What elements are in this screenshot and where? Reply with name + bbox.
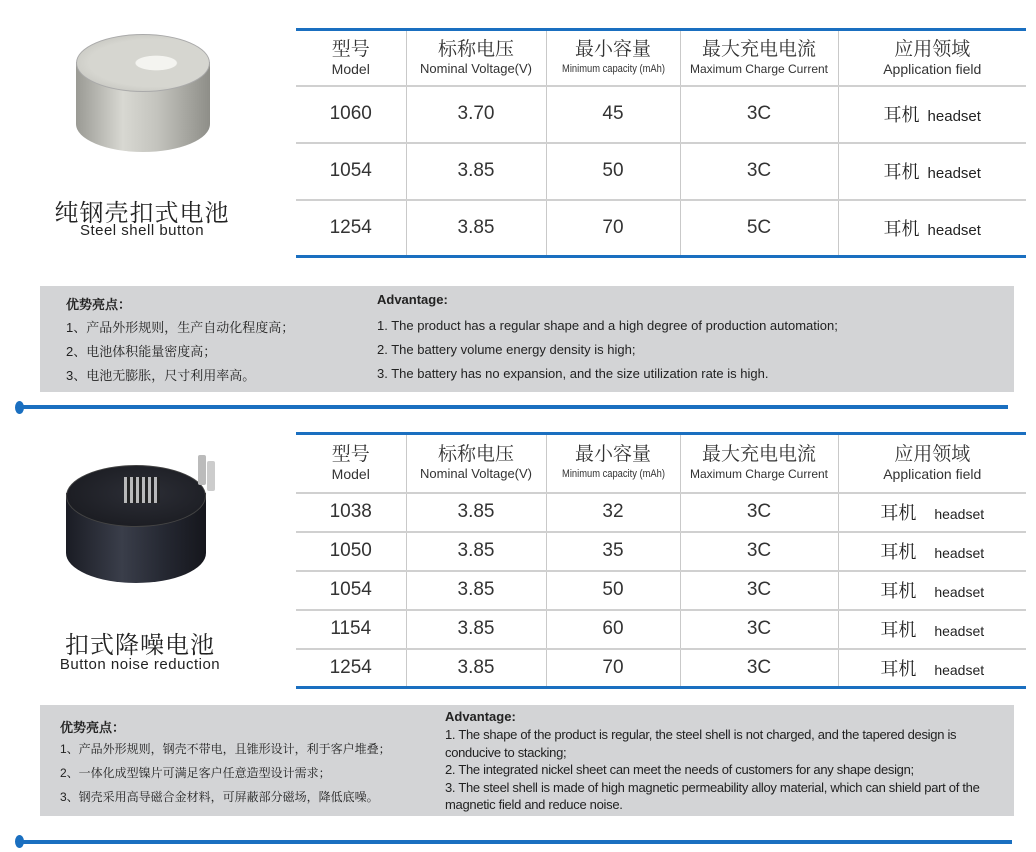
adv-zh-item: 3、钢壳采用高导磁合金材料，可屏蔽部分磁场，降低底噪。 [60,790,379,804]
noise-reduction-battery-image [62,455,222,595]
adv-en-item: 1. The product has a regular shape and a high degree of production automation; [377,318,838,333]
adv-en-item: 2. The battery volume energy density is high; [377,342,636,357]
header-application-en: Application field [883,466,982,483]
app-en: headset [927,221,981,239]
cell-model: 1054 [296,571,406,610]
product1-title-en: Steel shell button [79,222,205,239]
table-header-row [296,30,1026,86]
product2-spec-table [296,432,1026,689]
header-application-zh: 应用领域 [894,444,971,466]
app-zh: 耳机 [880,503,917,523]
adv-zh-item: 2、电池体积能量密度高； [66,344,217,359]
cell-model: 1254 [329,656,372,678]
cell-application [838,493,1026,532]
table-row [296,649,1026,688]
table-row [296,86,1026,143]
table-row [296,143,1026,200]
adv-en-item: 3. The steel shell is made of high magnetic permeability alloy material, which can shield part of the magnetic field and reduce noise. [445,779,980,812]
app-zh: 耳机 [880,658,917,679]
cell-current: 3C [680,493,838,532]
cell-current: 3C [680,143,838,200]
header-capacity-en: Minimum capacity (mAh) [561,468,665,481]
app-zh: 耳机 [880,542,917,562]
app-zh: 耳机 [880,620,917,640]
cell-application [838,143,1026,200]
app-zh: 耳机 [883,162,920,182]
app-en: headset [927,108,981,125]
header-voltage-zh: 标称电压 [437,38,514,60]
cell-capacity: 50 [546,571,680,610]
app-zh: 耳机 [883,105,920,125]
table-row [296,532,1026,571]
app-en: headset [934,545,985,561]
product1-title-zh: 纯钢壳扣式电池 [54,200,230,227]
header-voltage-en: Nominal Voltage(V) [420,466,532,482]
header-model-zh: 型号 [331,38,370,60]
adv-zh-item: 2、一体化成型镍片可满足客户任意造型设计需求； [60,766,331,780]
cell-application [838,86,1026,143]
cell-application [838,610,1026,649]
cell-application [838,200,1026,257]
cell-current: 3C [680,532,838,571]
cell-voltage: 3.70 [406,86,546,143]
cell-model: 1054 [296,143,406,200]
header-current-en: Maximum Charge Current [689,61,829,76]
cell-current: 3C [680,649,838,688]
header-application-zh: 应用领域 [894,38,971,60]
cell-application [838,649,1026,688]
cell-model: 1038 [296,493,406,532]
adv-zh-item: 1、产品外形规则，钢壳不带电，且锥形设计，利于客户堆叠； [60,742,391,756]
table-row [296,200,1026,257]
header-voltage-en: Nominal Voltage(V) [420,60,532,76]
header-capacity-en: Minimum capacity (mAh) [561,62,665,75]
cell-current: 3C [680,610,838,649]
app-en: headset [934,661,985,678]
header-model-en: Model [331,466,370,483]
adv-zh-title: 优势亮点： [60,720,126,735]
app-en: headset [934,584,985,600]
product2-title-en: Button noise reduction [59,656,221,673]
app-en: headset [927,165,981,182]
cell-capacity: 50 [546,143,680,200]
app-zh: 耳机 [880,581,917,601]
cell-current: 3C [680,86,838,143]
table-row [296,610,1026,649]
cell-model: 1154 [296,610,406,649]
divider-line [18,405,1008,409]
header-voltage-zh: 标称电压 [437,444,514,466]
adv-zh-item: 3、电池无膨胀，尺寸利用率高。 [66,368,256,383]
header-application-en: Application field [883,60,982,77]
cell-capacity: 45 [546,86,680,143]
cell-capacity: 35 [546,532,680,571]
app-en: headset [934,623,985,639]
product2-title-zh: 扣式降噪电池 [65,632,215,659]
cell-capacity: 60 [546,610,680,649]
adv-zh-item: 1、产品外形规则，生产自动化程度高； [66,320,295,335]
cell-voltage: 3.85 [406,649,546,688]
header-current-zh: 最大充电电流 [701,444,816,466]
cell-current: 5C [680,200,838,257]
adv-en-item: 1. The shape of the product is regular, the steel shell is not charged, and the tapered design is conducive to stacking; [445,727,957,760]
cell-voltage: 3.85 [406,143,546,200]
adv-zh-title: 优势亮点： [66,297,132,312]
adv-en-title: Advantage: [377,292,448,307]
adv-en-item: 2. The integrated nickel sheet can meet the needs of customers for any shape design; [445,762,914,777]
cell-model: 1060 [296,86,406,143]
header-current-zh: 最大充电电流 [701,38,816,60]
cell-model: 1050 [296,532,406,571]
cell-voltage: 3.85 [406,571,546,610]
table-row [296,493,1026,532]
product2-advantages [40,705,1014,816]
cell-capacity: 70 [546,200,680,257]
header-model-zh: 型号 [331,444,370,466]
cell-voltage: 3.85 [406,610,546,649]
header-current-en: Maximum Charge Current [689,467,829,482]
cell-application [838,571,1026,610]
adv-en-item: 3. The battery has no expansion, and the size utilization rate is high. [377,366,769,381]
header-model-en: Model [331,60,370,77]
divider-line [18,840,1012,844]
cell-voltage: 3.85 [406,532,546,571]
steel-shell-battery-image [68,22,218,172]
app-zh: 耳机 [883,218,920,239]
cell-capacity: 70 [546,649,680,688]
table-header-row [296,434,1026,493]
product1-advantages [40,286,1014,392]
app-en: headset [934,506,985,522]
cell-voltage: 3.85 [406,493,546,532]
product1-spec-table [296,28,1026,258]
adv-en-title: Advantage: [445,709,516,724]
cell-voltage: 3.85 [406,200,546,257]
cell-application [838,532,1026,571]
cell-capacity: 32 [546,493,680,532]
cell-model: 1254 [329,216,372,238]
cell-current: 3C [680,571,838,610]
header-capacity-zh: 最小容量 [574,38,651,60]
header-capacity-zh: 最小容量 [574,444,651,466]
table-row [296,571,1026,610]
